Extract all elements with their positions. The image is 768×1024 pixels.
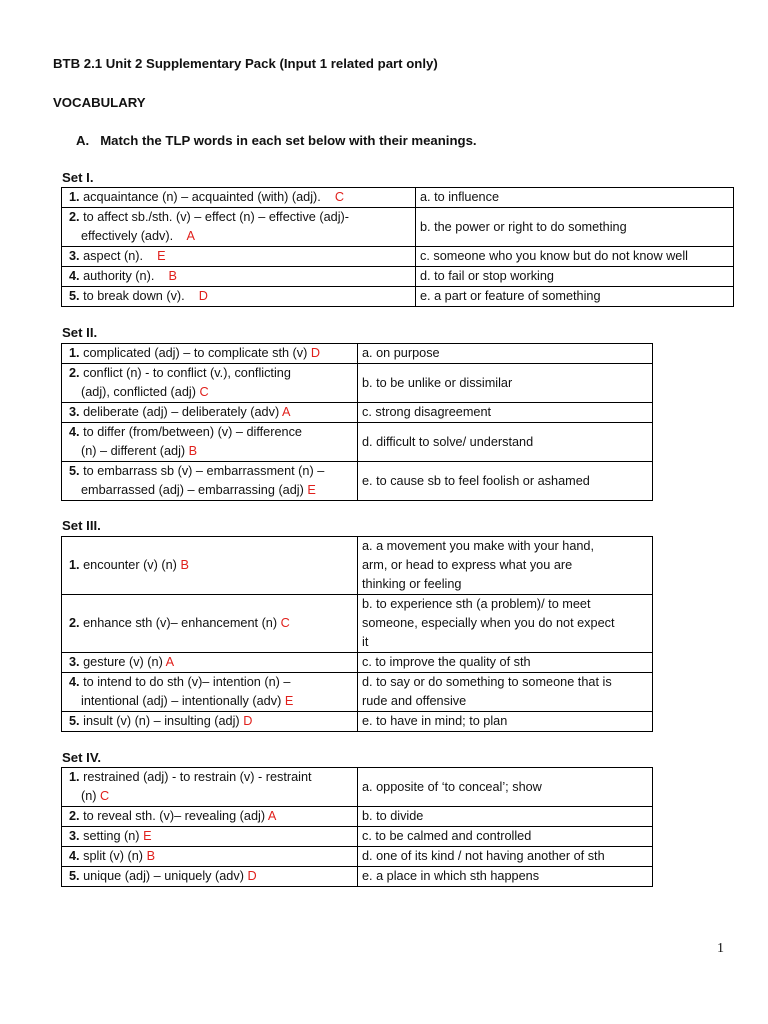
answer-letter: C xyxy=(100,789,110,803)
table-row xyxy=(62,247,734,267)
set-title: Set III. xyxy=(62,518,101,533)
term-text: embarrassed (adj) – embarrassing (adj) xyxy=(81,483,304,497)
term-cell xyxy=(62,867,358,887)
term-cell xyxy=(62,673,358,712)
meaning-text: a. on purpose xyxy=(362,346,440,360)
item-number: 5. xyxy=(69,714,80,728)
term-cell xyxy=(62,208,416,247)
task-instruction xyxy=(76,133,477,148)
term-line xyxy=(69,655,174,669)
term-cell xyxy=(62,188,416,208)
item-number: 2. xyxy=(69,809,80,823)
table-row xyxy=(62,847,653,867)
answer-letter: E xyxy=(284,694,294,708)
term-line-continued xyxy=(69,692,353,711)
meaning-text: a. opposite of ‘to conceal’; show xyxy=(362,779,542,794)
meaning-cell xyxy=(358,768,653,807)
term-line-continued xyxy=(69,227,411,246)
vocab-table-set-1 xyxy=(61,187,734,307)
term-text: deliberate (adj) – deliberately (adv) xyxy=(83,405,280,419)
answer-letter: E xyxy=(143,829,152,843)
answer-letter: D xyxy=(310,346,321,360)
term-text: setting (n) xyxy=(83,829,140,843)
set-title: Set I. xyxy=(62,170,94,185)
term-cell xyxy=(62,462,358,501)
term-text: conflict (n) - to conflict (v.), conflicting xyxy=(83,366,291,380)
term-line-continued xyxy=(69,481,353,500)
meaning-text: b. to experience sth (a problem)/ to meet xyxy=(362,597,591,611)
item-number: 1. xyxy=(69,346,80,360)
term-text: complicated (adj) – to complicate sth (v) xyxy=(83,346,308,360)
term-line xyxy=(69,210,349,224)
item-number: 3. xyxy=(69,249,80,263)
item-number: 4. xyxy=(69,675,80,689)
meaning-text: d. to fail or stop working xyxy=(420,269,554,283)
term-text: enhance sth (v)– enhancement (n) xyxy=(83,616,278,630)
meaning-text: c. to be calmed and controlled xyxy=(362,829,532,843)
item-number: 1. xyxy=(69,558,80,572)
table-row xyxy=(62,364,653,403)
answer-letter: B xyxy=(180,558,189,572)
term-text: split (v) (n) xyxy=(83,849,144,863)
meaning-text: e. to cause sb to feel foolish or ashamed xyxy=(362,473,590,488)
meaning-cell xyxy=(358,847,653,867)
answer-letter: C xyxy=(280,616,290,630)
term-text: acquaintance (n) – acquainted (with) (adj). xyxy=(83,190,321,204)
meaning-text: e. a part or feature of something xyxy=(420,289,601,303)
meaning-cell xyxy=(358,673,653,712)
item-number: 2. xyxy=(69,210,80,224)
meaning-cell xyxy=(416,267,734,287)
vocab-table-set-2 xyxy=(61,343,653,501)
item-number: 1. xyxy=(69,770,80,784)
term-text: aspect (n). xyxy=(83,249,144,263)
answer-letter: A xyxy=(186,229,196,243)
meaning-text: rude and offensive xyxy=(362,694,467,708)
meaning-text: d. difficult to solve/ understand xyxy=(362,434,534,449)
page-number: 1 xyxy=(717,941,724,956)
meaning-text: a. to influence xyxy=(420,190,499,204)
term-cell xyxy=(62,827,358,847)
term-cell xyxy=(62,807,358,827)
term-cell xyxy=(62,768,358,807)
table-row xyxy=(62,462,653,501)
term-text: to break down (v). xyxy=(83,289,185,303)
table-row xyxy=(62,653,653,673)
term-line xyxy=(69,770,312,784)
term-text: to affect sb./sth. (v) – effect (n) – effective (adj)- xyxy=(83,210,349,224)
task-letter: A. xyxy=(76,133,90,148)
vocab-table-set-3 xyxy=(61,536,653,732)
item-number: 2. xyxy=(69,366,80,380)
table-row xyxy=(62,595,653,653)
term-text: intentional (adj) – intentionally (adv) xyxy=(81,694,282,708)
meaning-text: d. one of its kind / not having another of sth xyxy=(362,849,605,863)
item-number: 3. xyxy=(69,655,80,669)
item-number: 5. xyxy=(69,464,80,478)
item-number: 4. xyxy=(69,425,80,439)
table-row xyxy=(62,208,734,247)
term-line xyxy=(69,464,324,478)
item-number: 2. xyxy=(69,616,80,630)
table-row xyxy=(62,673,653,712)
term-line xyxy=(69,289,208,303)
meaning-text: e. to have in mind; to plan xyxy=(362,714,508,728)
meaning-text: a. a movement you make with your hand, xyxy=(362,539,595,553)
term-cell xyxy=(62,344,358,364)
term-line xyxy=(69,558,189,572)
term-line-continued xyxy=(69,442,353,461)
term-text: authority (n). xyxy=(83,269,155,283)
meaning-text: thinking or feeling xyxy=(362,577,462,591)
meaning-cell xyxy=(358,807,653,827)
meaning-text: b. to divide xyxy=(362,809,424,823)
meaning-cell xyxy=(416,247,734,267)
term-line xyxy=(69,269,177,283)
answer-letter: D xyxy=(198,289,208,303)
term-cell xyxy=(62,653,358,673)
term-line xyxy=(69,616,290,630)
term-text: to differ (from/between) (v) – difference xyxy=(83,425,302,439)
term-line xyxy=(69,675,290,689)
meaning-cell xyxy=(358,364,653,403)
term-line xyxy=(69,809,276,823)
term-text: insult (v) (n) – insulting (adj) xyxy=(83,714,240,728)
table-row xyxy=(62,712,653,732)
item-number: 3. xyxy=(69,405,80,419)
term-line xyxy=(69,849,155,863)
term-cell xyxy=(62,267,416,287)
doc-title: BTB 2.1 Unit 2 Supplementary Pack (Input 1 related part only) xyxy=(53,56,438,71)
term-line xyxy=(69,869,257,883)
set-title: Set IV. xyxy=(62,750,102,765)
term-text: to intend to do sth (v)– intention (n) – xyxy=(83,675,291,689)
term-text: to reveal sth. (v)– revealing (adj) xyxy=(83,809,266,823)
task-text: Match the TLP words in each set below with their meanings. xyxy=(100,133,477,148)
table-row xyxy=(62,267,734,287)
meaning-text: b. the power or right to do something xyxy=(420,219,627,234)
item-number: 1. xyxy=(69,190,80,204)
meaning-text: d. to say or do something to someone that is xyxy=(362,675,612,689)
meaning-text: it xyxy=(362,635,369,649)
term-text: restrained (adj) - to restrain (v) - restraint xyxy=(83,770,312,784)
term-line xyxy=(69,714,252,728)
meaning-cell xyxy=(358,712,653,732)
meaning-cell xyxy=(358,344,653,364)
term-cell xyxy=(62,595,358,653)
term-text: gesture (v) (n) xyxy=(83,655,163,669)
answer-letter: A xyxy=(165,655,175,669)
answer-letter: B xyxy=(188,444,198,458)
term-text: unique (adj) – uniquely (adv) xyxy=(83,869,244,883)
term-text: (adj), conflicted (adj) xyxy=(81,385,196,399)
meaning-text: e. a place in which sth happens xyxy=(362,869,540,883)
vocab-table-set-4 xyxy=(61,767,653,887)
term-line xyxy=(69,190,344,204)
set-title: Set II. xyxy=(62,325,98,340)
table-row xyxy=(62,867,653,887)
term-cell xyxy=(62,537,358,595)
meaning-cell xyxy=(358,653,653,673)
meaning-cell xyxy=(358,827,653,847)
answer-letter: C xyxy=(199,385,209,399)
answer-letter: C xyxy=(334,190,345,204)
answer-letter: D xyxy=(247,869,257,883)
item-number: 4. xyxy=(69,269,80,283)
meaning-cell xyxy=(416,287,734,307)
meaning-text: b. to be unlike or dissimilar xyxy=(362,375,513,390)
table-row xyxy=(62,423,653,462)
meaning-text: c. to improve the quality of sth xyxy=(362,655,531,669)
meaning-cell xyxy=(358,537,653,595)
term-cell xyxy=(62,712,358,732)
table-row xyxy=(62,403,653,423)
item-number: 5. xyxy=(69,289,80,303)
answer-letter: A xyxy=(267,809,277,823)
term-cell xyxy=(62,847,358,867)
term-line xyxy=(69,249,166,263)
meaning-text: someone, especially when you do not expect xyxy=(362,616,615,630)
meaning-text: c. strong disagreement xyxy=(362,405,492,419)
term-line xyxy=(69,346,320,360)
item-number: 3. xyxy=(69,829,80,843)
answer-letter: E xyxy=(157,249,166,263)
answer-letter: E xyxy=(307,483,316,497)
term-line xyxy=(69,366,291,380)
table-row xyxy=(62,807,653,827)
meaning-cell xyxy=(358,462,653,501)
table-row xyxy=(62,768,653,807)
term-text: encounter (v) (n) xyxy=(83,558,177,572)
term-cell xyxy=(62,247,416,267)
term-cell xyxy=(62,364,358,403)
answer-letter: B xyxy=(146,849,156,863)
term-cell xyxy=(62,287,416,307)
meaning-text: c. someone who you know but do not know well xyxy=(420,249,688,263)
table-row xyxy=(62,344,653,364)
table-row xyxy=(62,537,653,595)
term-line-continued xyxy=(69,383,353,402)
table-row xyxy=(62,188,734,208)
item-number: 4. xyxy=(69,849,80,863)
section-heading: VOCABULARY xyxy=(53,95,146,110)
meaning-cell xyxy=(416,208,734,247)
term-text: to embarrass sb (v) – embarrassment (n) – xyxy=(83,464,325,478)
term-text: (n) xyxy=(81,789,97,803)
term-text: effectively (adv). xyxy=(81,229,174,243)
term-line-continued xyxy=(69,787,353,806)
meaning-cell xyxy=(416,188,734,208)
meaning-text: arm, or head to express what you are xyxy=(362,558,573,572)
term-line xyxy=(69,405,290,419)
item-number: 5. xyxy=(69,869,80,883)
term-cell xyxy=(62,423,358,462)
meaning-cell xyxy=(358,403,653,423)
meaning-cell xyxy=(358,423,653,462)
term-line xyxy=(69,829,152,843)
meaning-cell xyxy=(358,595,653,653)
table-row xyxy=(62,827,653,847)
answer-letter: B xyxy=(168,269,177,283)
term-text: (n) – different (adj) xyxy=(81,444,186,458)
term-cell xyxy=(62,403,358,423)
answer-letter: D xyxy=(243,714,253,728)
meaning-cell xyxy=(358,867,653,887)
answer-letter: A xyxy=(282,405,291,419)
table-row xyxy=(62,287,734,307)
term-line xyxy=(69,425,302,439)
